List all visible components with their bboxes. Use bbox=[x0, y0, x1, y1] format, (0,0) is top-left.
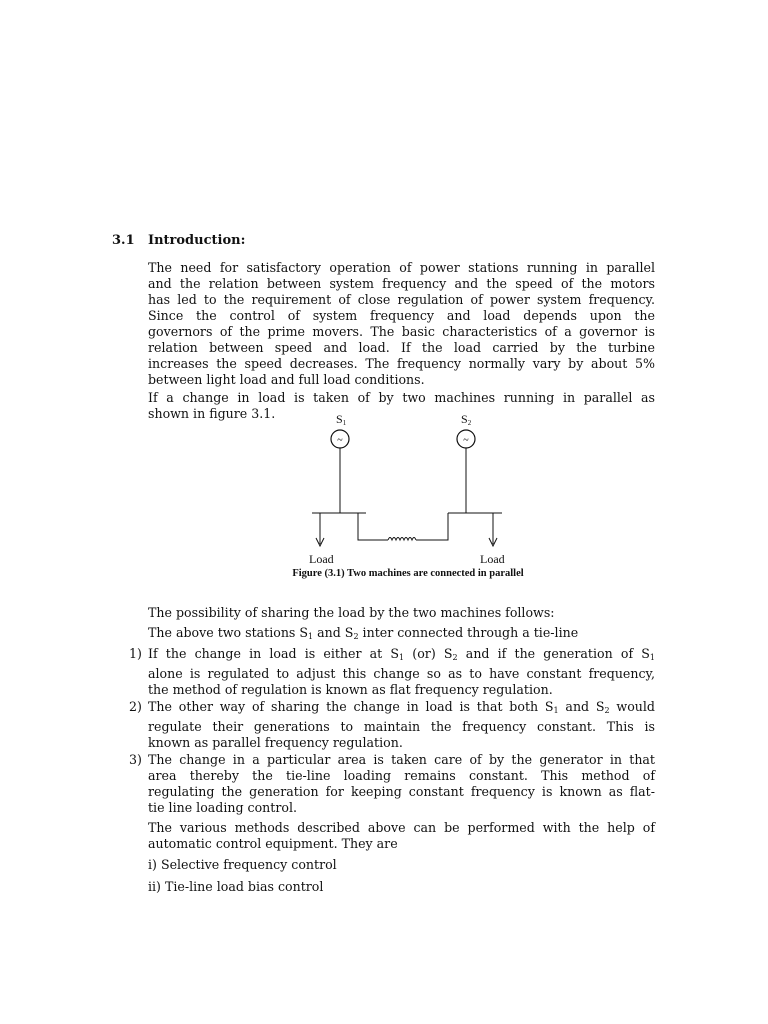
text-line: The various methods described above can be performed with the help of bbox=[148, 820, 655, 835]
item-number: 3) bbox=[129, 752, 142, 767]
methods-paragraph bbox=[148, 820, 655, 852]
text-line: The need for satisfactory operation of power stations running in parallel bbox=[148, 260, 655, 275]
list-item bbox=[148, 752, 655, 816]
generator-s1-symbol: ~ bbox=[337, 435, 343, 446]
text-line: governors of the prime movers. The basic characteristics of a governor is bbox=[148, 324, 655, 339]
tie-line-inductor-icon bbox=[388, 538, 416, 541]
text-line: shown in figure 3.1. bbox=[148, 406, 276, 421]
figure-3-1 bbox=[280, 408, 540, 590]
section-title: Introduction: bbox=[148, 233, 246, 248]
section-number: 3.1 bbox=[112, 233, 135, 248]
text-line: Since the control of system frequency and load depends upon the bbox=[148, 308, 655, 323]
text-line: ii) Tie-line load bias control bbox=[148, 879, 324, 894]
list-item bbox=[148, 646, 655, 698]
text-line: tie line loading control. bbox=[148, 800, 297, 815]
text-line: area thereby the tie-line loading remains constant. This method of bbox=[148, 768, 655, 783]
text-line: If a change in load is taken of by two machines running in parallel as bbox=[148, 390, 655, 405]
text-line: alone is regulated to adjust this change so as to have constant frequency, bbox=[148, 666, 655, 681]
text-line: the method of regulation is known as flat frequency regulation. bbox=[148, 682, 553, 697]
text-line: The change in a particular area is taken care of by the generator in that bbox=[148, 752, 655, 767]
text-line: increases the speed decreases. The frequency normally vary by about 5% bbox=[148, 356, 655, 371]
text-line: known as parallel frequency regulation. bbox=[148, 735, 403, 750]
section-heading bbox=[112, 233, 245, 248]
list-item bbox=[148, 699, 655, 751]
text-line: relation between speed and load. If the load carried by the turbine bbox=[148, 340, 655, 355]
control-item bbox=[148, 879, 655, 895]
possibility-paragraph bbox=[148, 605, 655, 621]
control-item bbox=[148, 857, 655, 873]
s2-label: $S_2$ bbox=[461, 412, 472, 427]
figure-caption: Figure (3.1) Two machines are connected in parallel bbox=[292, 568, 524, 579]
text-line: If the change in load is either at $S_1$ (or) $S_2$ and if the generation of $S_1$ bbox=[148, 646, 655, 662]
text-line: The other way of sharing the change in load is that both $S_1$ and $S_2$ would bbox=[148, 699, 655, 715]
s1-label: $S_1$ bbox=[336, 412, 347, 427]
intro-paragraph bbox=[148, 260, 655, 388]
load-right-label: Load bbox=[480, 552, 505, 566]
text-line: i) Selective frequency control bbox=[148, 857, 337, 872]
text-line: has led to the requirement of close regulation of power system frequency. bbox=[148, 292, 655, 307]
stations-paragraph bbox=[148, 625, 655, 645]
generator-s2-symbol: ~ bbox=[463, 435, 469, 446]
load-left-label: Load bbox=[309, 552, 334, 566]
text-line: between light load and full load conditions. bbox=[148, 372, 425, 387]
tie-line-left bbox=[358, 513, 388, 540]
item-number: 2) bbox=[129, 699, 142, 714]
text-line: regulate their generations to maintain the frequency constant. This is bbox=[148, 719, 655, 734]
item-number: 1) bbox=[129, 646, 142, 661]
text-line: The possibility of sharing the load by the two machines follows: bbox=[148, 605, 555, 620]
text-line: regulating the generation for keeping constant frequency is known as flat- bbox=[148, 784, 655, 799]
text-line: The above two stations $S_1$ and $S_2$ inter connected through a tie-line bbox=[148, 625, 579, 641]
tie-line-right bbox=[416, 513, 448, 540]
circuit-diagram bbox=[280, 408, 540, 568]
text-line: automatic control equipment. They are bbox=[148, 836, 398, 851]
text-line: and the relation between system frequency and the speed of the motors bbox=[148, 276, 655, 291]
